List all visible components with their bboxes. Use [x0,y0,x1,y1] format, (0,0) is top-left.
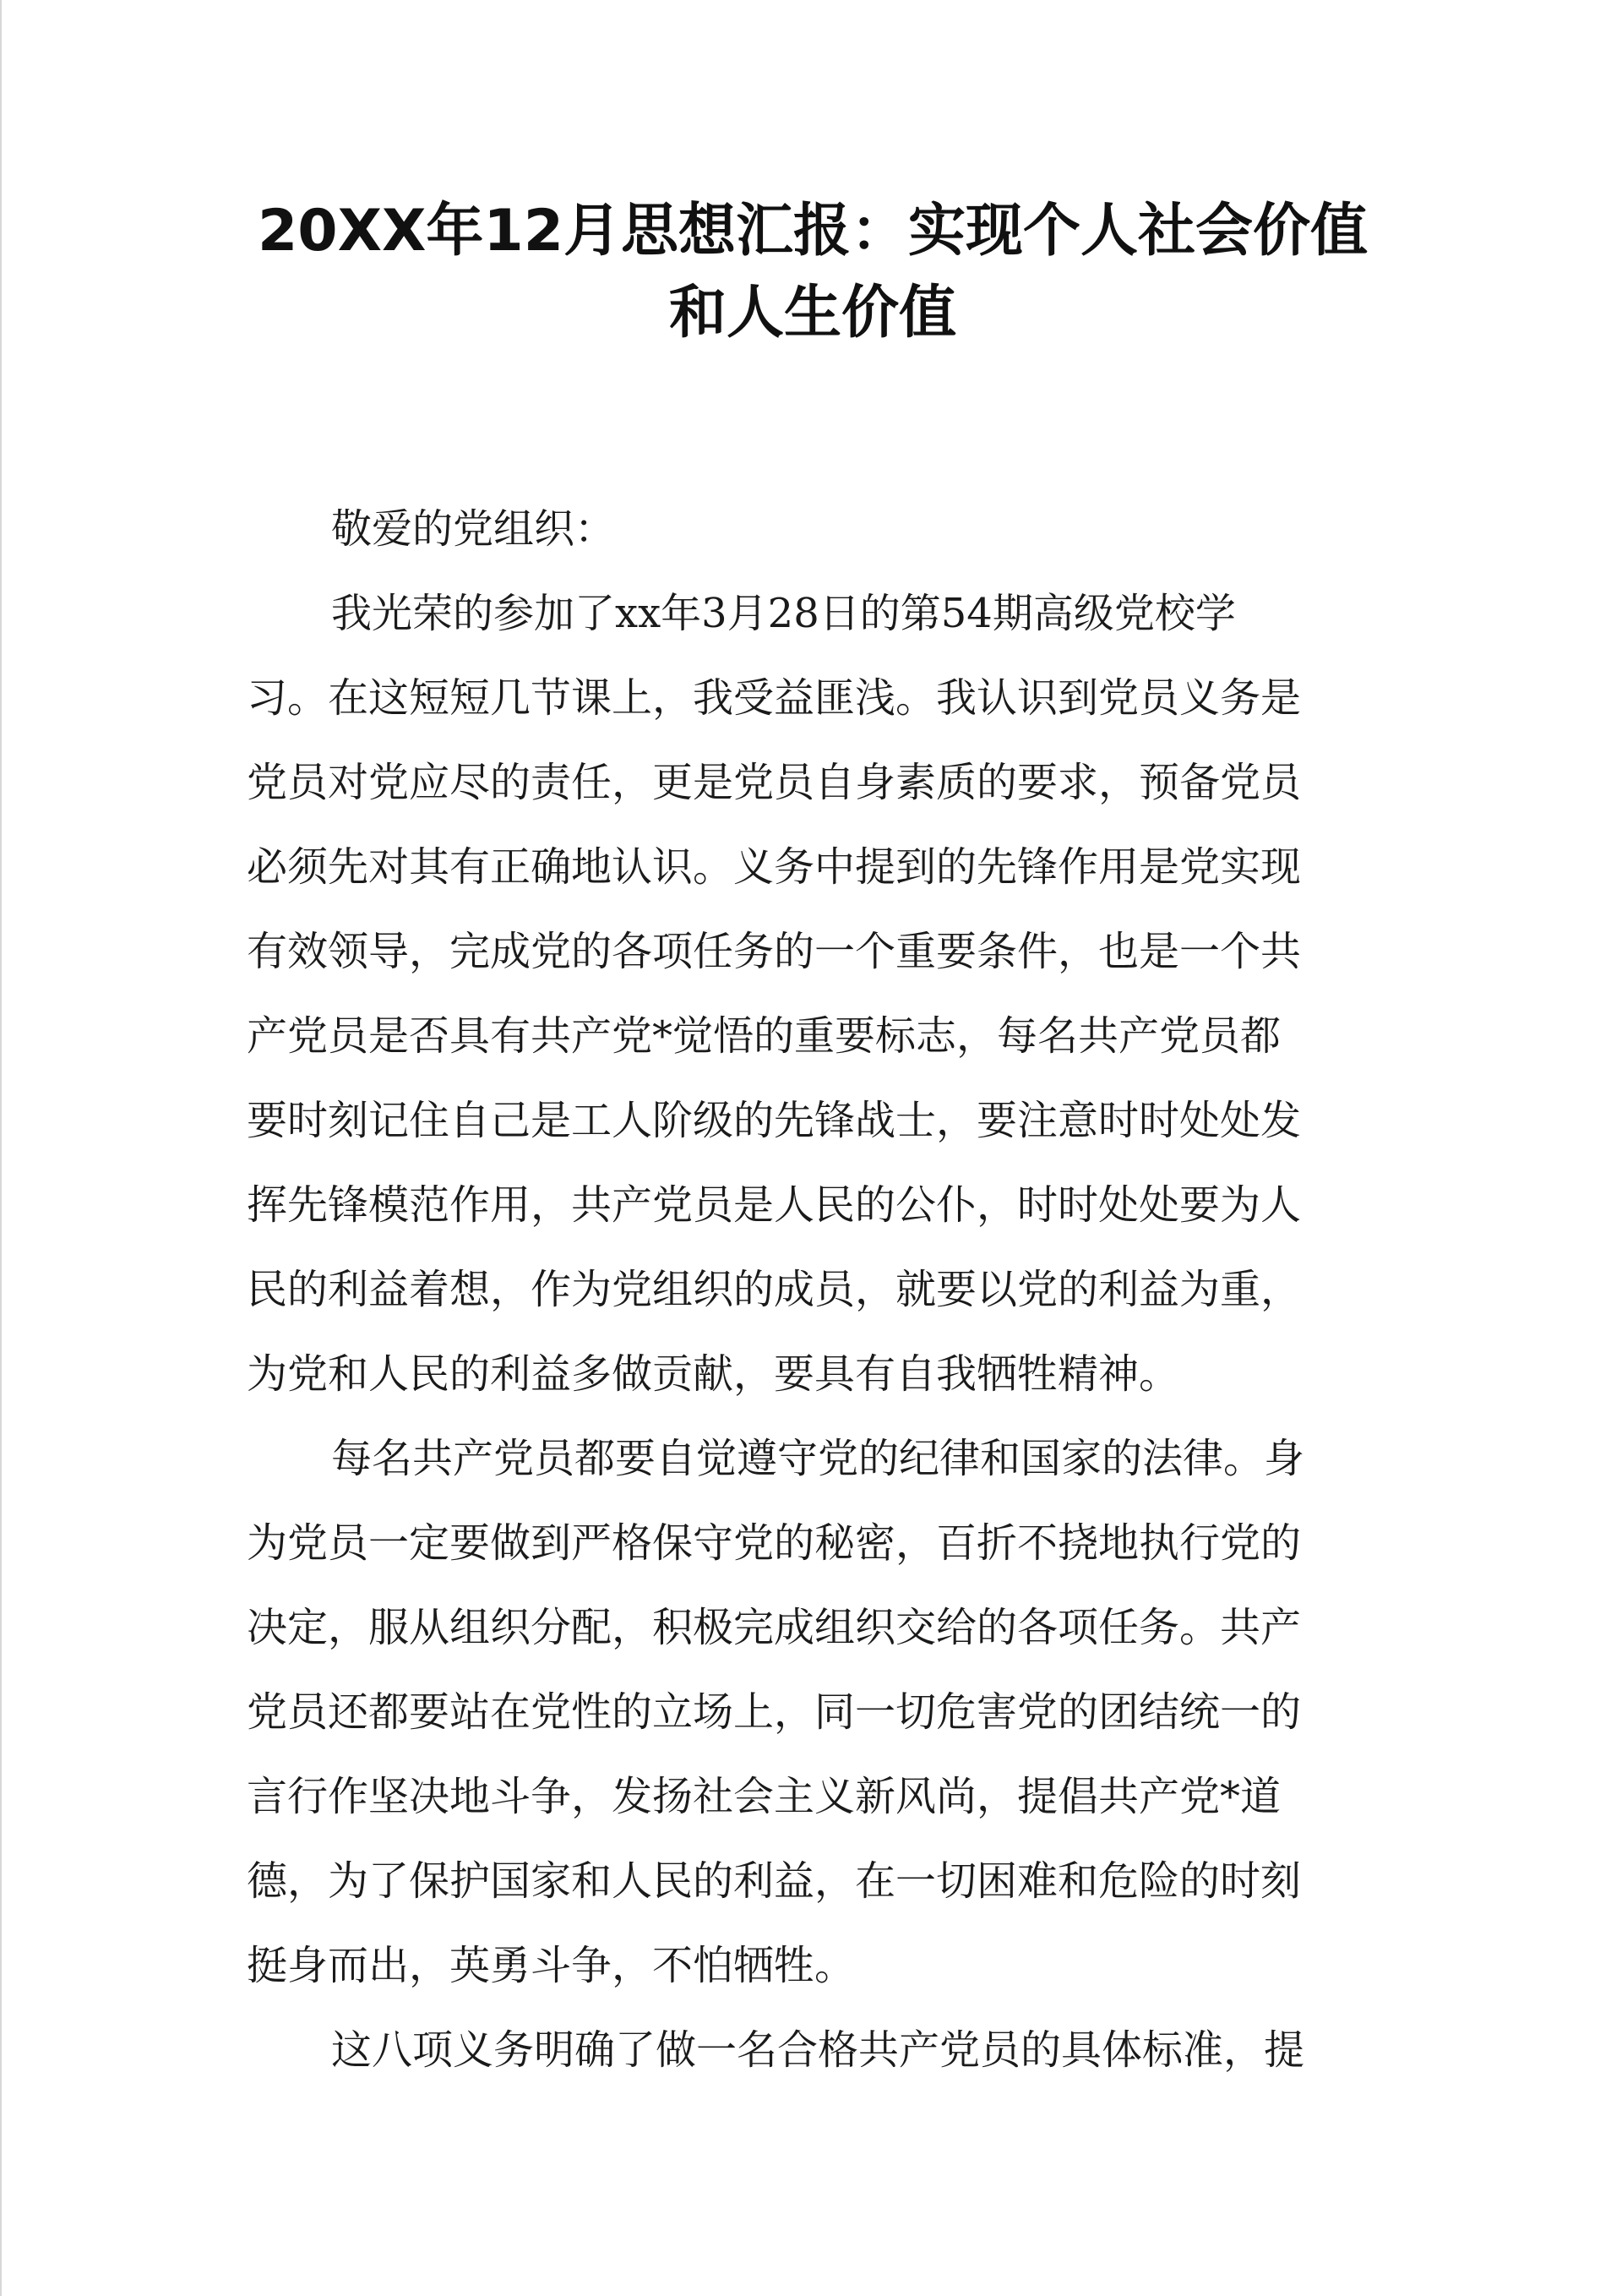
paragraph-line: 民的利益着想，作为党组织的成员，就要以党的利益为重， [247,1266,1302,1313]
paragraph-line: 党员还都要站在党性的立场上，同一切危害党的团结统一的 [247,1688,1302,1736]
paragraph-line: 决定，服从组织分配，积极完成组织交给的各项任务。共产 [247,1604,1302,1651]
paragraph-line: 有效领导，完成党的各项任务的一个重要条件，也是一个共 [247,928,1302,975]
paragraph-line: 德，为了保护国家和人民的利益，在一切困难和危险的时刻 [247,1857,1302,1905]
paragraph-2 [247,1416,1379,2008]
title-line-2: 和人生价值 [668,280,956,346]
paragraph-line: 习。在这短短几节课上，我受益匪浅。我认识到党员义务是 [247,674,1302,722]
paragraph-line: 每名共产党员都要自觉遵守党的纪律和国家的法律。身 [331,1435,1305,1482]
paragraph-line: 要时刻记住自己是工人阶级的先锋战士，要注意时时处处发 [247,1097,1302,1144]
paragraph-3 [247,2008,1379,2092]
document-title [247,190,1379,354]
paragraph-line: 挺身而出，英勇斗争，不怕牺牲。 [247,1942,856,1989]
paragraph-line: 这八项义务明确了做一名合格共产党员的具体标准，提 [331,2026,1305,2074]
paragraph-line: 言行作坚决地斗争，发扬社会主义新风尚，提倡共产党*道 [247,1773,1282,1820]
paragraph-line: 必须先对其有正确地认识。义务中提到的先锋作用是党实现 [247,843,1302,891]
document-body [247,487,1379,2092]
paragraph-line: 为党员一定要做到严格保守党的秘密，百折不挠地执行党的 [247,1519,1302,1567]
title-line-1: 20XX年12月思想汇报：实现个人社会价值 [257,198,1369,265]
paragraph-1 [247,571,1379,1416]
salutation: 敬爱的党组织： [331,505,616,553]
paragraph-line: 我光荣的参加了xx年3月28日的第54期高级党校学 [331,590,1236,637]
paragraph-line: 为党和人民的利益多做贡献，要具有自我牺牲精神。 [247,1350,1180,1398]
paragraph-line: 挥先锋模范作用，共产党员是人民的公仆，时时处处要为人 [247,1181,1302,1229]
paragraph-line: 党员对党应尽的责任，更是党员自身素质的要求，预备党员 [247,759,1302,806]
paragraph-line: 产党员是否具有共产党*觉悟的重要标志，每名共产党员都 [247,1012,1282,1060]
